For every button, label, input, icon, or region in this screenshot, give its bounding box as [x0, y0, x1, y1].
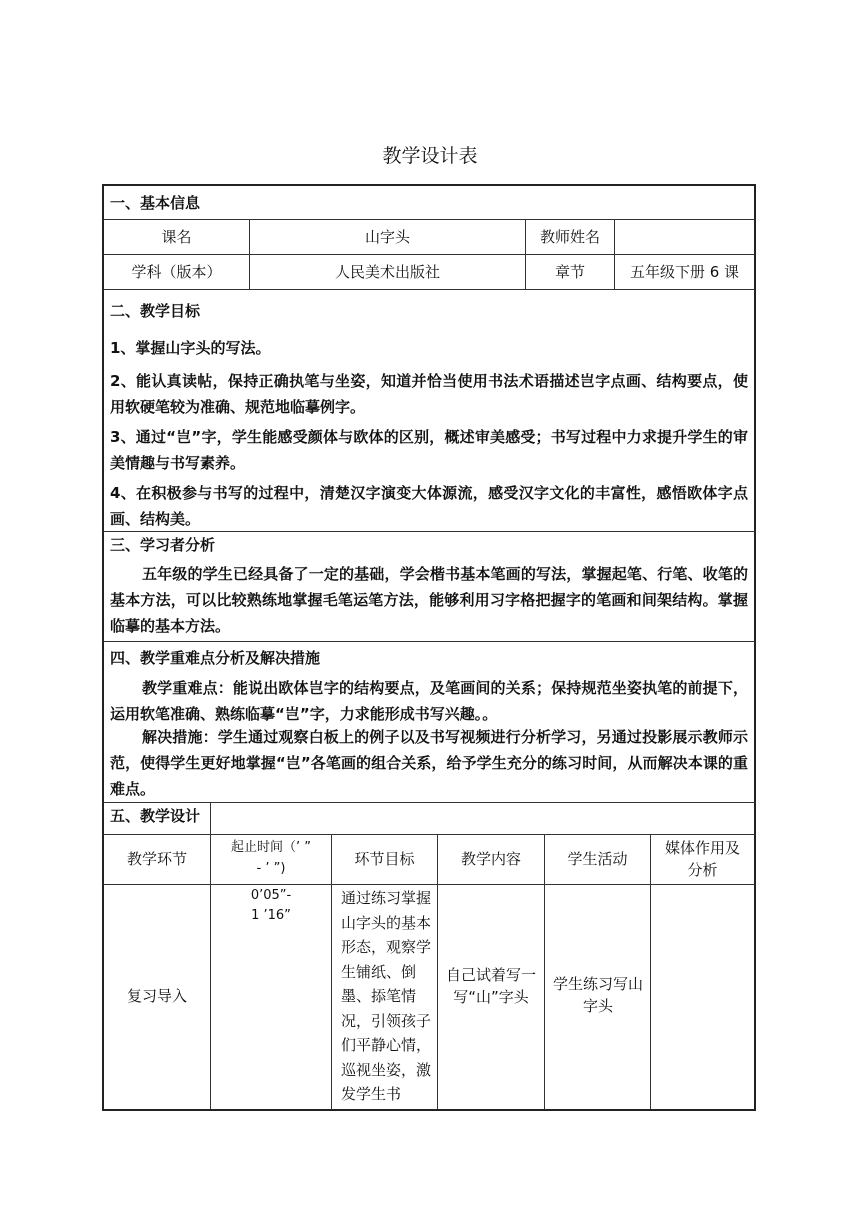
section-heading: 一、基本信息 [110, 194, 201, 212]
section-heading: 二、教学目标 [110, 302, 201, 320]
header-media-line2: 分析 [687, 861, 718, 879]
activity-cell: 学生练习写山字头 [553, 975, 644, 1015]
header-media-line1: 媒体作用及 [664, 839, 740, 857]
learner-analysis: 五年级的学生已经具备了一定的基础，学会楷书基本笔画的写法，掌握起笔、行笔、收笔的基本方法，可以比较熟练地掌握毛笔运笔方法，能够利用习字格把握字的笔画和间架结构。掌握临摹的基本方法。 [110, 565, 748, 635]
section-heading: 五、教学设计 [110, 807, 201, 825]
stage-cell: 复习导入 [126, 987, 187, 1005]
content-cell: 自己试着写一写“山”字头 [446, 966, 537, 1006]
col-divider [437, 834, 438, 1109]
section-heading: 四、教学重难点分析及解决措施 [110, 649, 321, 667]
row-divider [103, 834, 755, 835]
row-divider [103, 884, 755, 885]
row-divider [103, 219, 755, 220]
objective-item: 3、通过“岂”字，学生能感受颜体与欧体的区别，概述审美感受；书写过程中力求提升学生的审美情趣与书写素养。 [110, 428, 748, 472]
teacher-label: 教师姓名 [539, 228, 600, 246]
goal-cell: 通过练习掌握山字头的基本形态，观察学生铺纸、倒墨、掭笔情况，引领孩子们平静心情，巡视坐姿，激发学生书 [341, 889, 431, 1103]
objective-item: 1、掌握山字头的写法。 [110, 339, 271, 357]
row-divider [103, 254, 755, 255]
course-value: 山字头 [364, 228, 410, 246]
course-label: 课名 [161, 228, 192, 246]
header-stage: 教学环节 [126, 850, 187, 868]
objective-item: 4、在积极参与书写的过程中，清楚汉字演变大体源流，感受汉字文化的丰富性，感悟欧体字点画、结构美。 [110, 484, 748, 528]
header-time-line1: 起止时间（’ ” [231, 840, 311, 855]
row-divider [103, 289, 755, 290]
row-divider [103, 802, 755, 803]
col-divider [544, 834, 545, 1109]
header-content: 教学内容 [460, 850, 521, 868]
header-goal: 环节目标 [354, 850, 415, 868]
time-cell-line1: 0’05”- [250, 888, 292, 903]
solution-text: 解决措施：学生通过观察白板上的例子以及书写视频进行分析学习，另通过投影展示教师示范，使得学生更好地掌握“岂”各笔画的组合关系，给予学生充分的练习时间，从而解决本课的重难点。 [110, 728, 748, 798]
key-points-text: 教学重难点：能说出欧体岂字的结构要点，及笔画间的关系；保持规范坐姿执笔的前提下，运用软笔准确、熟练临摹“岂”字，力求能形成书写兴趣。。 [110, 679, 748, 723]
objective-item: 2、能认真读帖，保持正确执笔与坐姿，知道并恰当使用书法术语描述岂字点画、结构要点，使用软硬笔较为准确、规范地临摹例字。 [110, 372, 748, 416]
chapter-value: 五年级下册 6 课 [629, 263, 740, 281]
header-activity: 学生活动 [567, 850, 628, 868]
row-divider [103, 641, 755, 642]
time-cell-line2: 1 ’16” [251, 908, 291, 923]
chapter-label: 章节 [554, 263, 585, 281]
section-heading: 三、学习者分析 [110, 536, 216, 554]
subject-label: 学科（版本） [131, 263, 222, 281]
document-title: 教学设计表 [382, 145, 478, 167]
col-divider [331, 834, 332, 1109]
subject-value: 人民美术出版社 [334, 263, 440, 281]
header-time-line2: - ’ ”) [256, 861, 286, 876]
